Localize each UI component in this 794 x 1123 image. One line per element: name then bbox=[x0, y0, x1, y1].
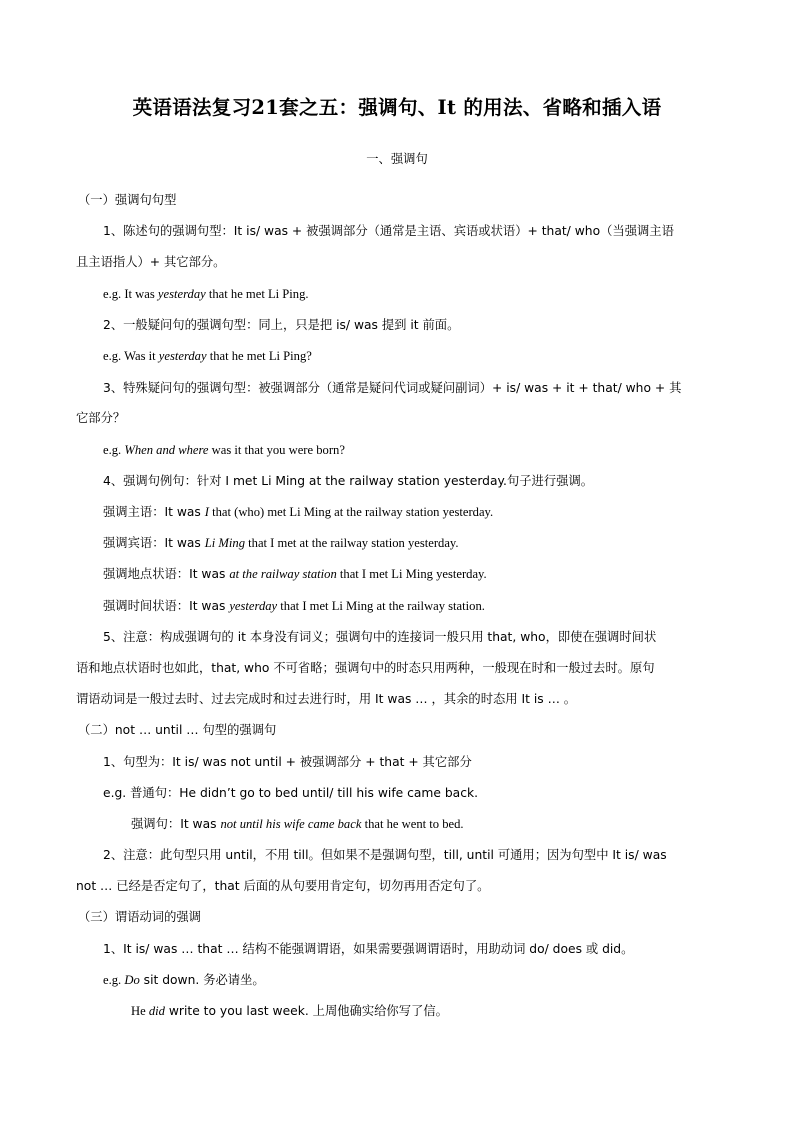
example-3 bbox=[103, 442, 345, 458]
example-2-pre: e.g. Was it bbox=[103, 349, 159, 363]
sample-place-emphasis: at the railway station bbox=[229, 567, 337, 581]
paragraph-5-line-3: 谓语动词是一般过去时、过去完成时和过去进行时，用 It was … ，其余的时态用 It is … 。 bbox=[76, 692, 577, 706]
paragraph-3-line-1: 3、特殊疑问句的强调句型：被强调部分（通常是疑问代词或疑问副词）+ is/ was + it + that/ who + 其 bbox=[103, 381, 682, 395]
not-until-emphatic-pre: 强调句：It was bbox=[131, 817, 221, 831]
example-3-pre: e.g. bbox=[103, 443, 125, 457]
predicate-example-1 bbox=[103, 972, 265, 988]
document-title: 英语语法复习21套之五：强调句、It 的用法、省略和插入语 bbox=[132, 96, 662, 119]
subsection-heading-2: （二）not … until … 句型的强调句 bbox=[78, 723, 277, 737]
predicate-example-2 bbox=[131, 1003, 448, 1019]
sample-time-post: that I met Li Ming at the railway station. bbox=[277, 599, 485, 613]
example-3-emphasis: When and where bbox=[124, 443, 209, 457]
example-1-emphasis: yesterday bbox=[157, 287, 206, 301]
not-until-note-line-1: 2、注意：此句型只用 until，不用 till。但如果不是强调句型，till, until 可通用；因为句型中 It is/ was bbox=[103, 848, 667, 862]
not-until-emphatic-post: that he went to bed. bbox=[361, 817, 464, 831]
predicate-example-2-emphasis: did bbox=[148, 1004, 165, 1018]
predicate-emphasis-rule: 1、It is/ was … that … 结构不能强调谓语，如果需要强调谓语时，用助动词 do/ does 或 did。 bbox=[103, 942, 634, 956]
example-1-post: that he met Li Ping. bbox=[205, 287, 309, 301]
sample-place-post: that I met Li Ming yesterday. bbox=[336, 567, 487, 581]
not-until-normal-example: e.g. 普通句：He didn’t go to bed until/ till his wife came back. bbox=[103, 786, 479, 800]
not-until-emphatic-emphasis: not until his wife came back bbox=[220, 817, 362, 831]
predicate-example-2-post: write to you last week. 上周他确实给你写了信。 bbox=[164, 1004, 448, 1018]
subsection-heading-1: （一）强调句句型 bbox=[78, 193, 177, 207]
sample-subject bbox=[103, 504, 493, 520]
example-1-pre: e.g. It was bbox=[103, 287, 158, 301]
sample-place-pre: 强调地点状语：It was bbox=[103, 567, 230, 581]
example-1 bbox=[103, 286, 309, 302]
section-heading: 一、强调句 bbox=[366, 152, 428, 166]
paragraph-5-line-1: 5、注意：构成强调句的 it 本身没有词义；强调句中的连接词一般只用 that, who，即使在强调时间状 bbox=[103, 630, 657, 644]
sample-object-emphasis: Li Ming bbox=[204, 536, 245, 550]
paragraph-3-line-2: 它部分？ bbox=[76, 411, 126, 425]
sample-object-post: that I met at the railway station yesterday. bbox=[245, 536, 459, 550]
predicate-example-1-post: sit down. 务必请坐。 bbox=[139, 973, 265, 987]
sample-object-pre: 强调宾语：It was bbox=[103, 536, 205, 550]
sample-subject-pre: 强调主语：It was bbox=[103, 505, 205, 519]
paragraph-2: 2、一般疑问句的强调句型：同上，只是把 is/ was 提到 it 前面。 bbox=[103, 318, 460, 332]
example-2-emphasis: yesterday bbox=[158, 349, 207, 363]
not-until-note-line-2: not … 已经是否定句了，that 后面的从句要用肯定句，切勿再用否定句了。 bbox=[76, 879, 490, 893]
sample-subject-emphasis: I bbox=[204, 505, 209, 519]
subsection-heading-3: （三）谓语动词的强调 bbox=[78, 910, 201, 924]
sample-place bbox=[103, 566, 487, 582]
not-until-pattern: 1、句型为：It is/ was not until + 被强调部分 + that + 其它部分 bbox=[103, 755, 472, 769]
sample-object bbox=[103, 535, 459, 551]
paragraph-4: 4、强调句例句：针对 I met Li Ming at the railway station yesterday.句子进行强调。 bbox=[103, 474, 594, 488]
predicate-example-1-emphasis: Do bbox=[124, 973, 140, 987]
sample-time bbox=[103, 598, 485, 614]
predicate-example-2-pre: He bbox=[131, 1004, 149, 1018]
sample-time-pre: 强调时间状语：It was bbox=[103, 599, 230, 613]
not-until-emphatic-example bbox=[131, 816, 464, 832]
paragraph-5-line-2: 语和地点状语时也如此，that, who 不可省略；强调句中的时态只用两种，一般现在时和一般过去时。原句 bbox=[76, 661, 655, 675]
sample-subject-post: that (who) met Li Ming at the railway station yesterday. bbox=[208, 505, 494, 519]
example-2-post: that he met Li Ping? bbox=[206, 349, 312, 363]
paragraph-1-line-1: 1、陈述句的强调句型：It is/ was + 被强调部分（通常是主语、宾语或状语）+ that/ who（当强调主语 bbox=[103, 224, 674, 238]
paragraph-1-line-2: 且主语指人）+ 其它部分。 bbox=[76, 255, 226, 269]
example-3-post: was it that you were born? bbox=[208, 443, 345, 457]
sample-time-emphasis: yesterday bbox=[229, 599, 278, 613]
predicate-example-1-pre: e.g. bbox=[103, 973, 125, 987]
example-2 bbox=[103, 348, 312, 364]
